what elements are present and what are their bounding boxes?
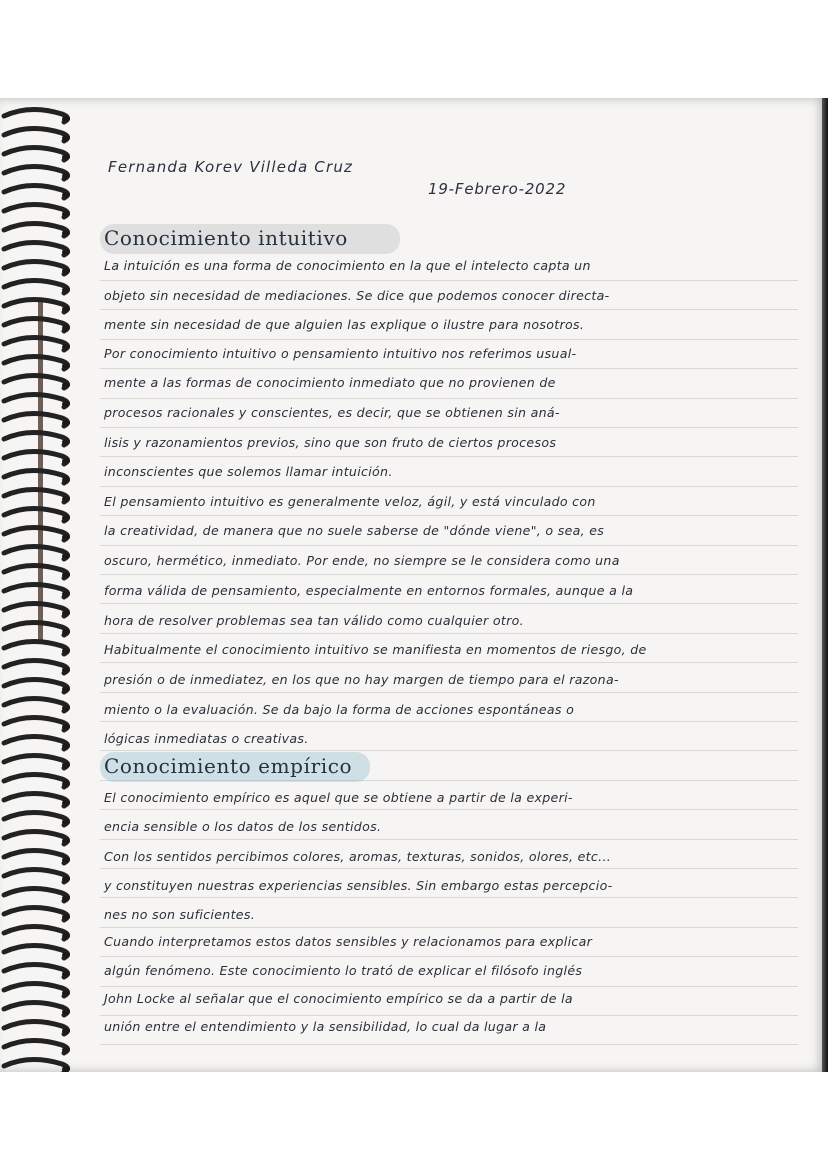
ruled-line [100,721,798,722]
spiral-ring [4,166,68,179]
punch-hole [62,572,70,578]
punch-hole [62,610,70,616]
ruled-line [100,545,798,546]
punch-hole [62,287,70,293]
punch-hole [62,629,70,635]
punch-hole [62,268,70,274]
punch-hole [62,306,70,312]
spiral-ring [4,489,68,502]
spiral-ring [4,698,68,711]
ruled-line [100,692,798,693]
spiral-ring [4,736,68,749]
spiral-ring [4,888,68,901]
text-line: la creatividad, de manera que no suele saberse de "dónde viene", o sea, es [104,523,605,538]
punch-hole [62,325,70,331]
ruled-line [100,927,798,928]
spiral-ring [4,641,68,654]
spiral-ring [4,128,68,141]
ruled-line [100,309,798,310]
spiral-ring [4,470,68,483]
punch-hole [62,154,70,160]
spiral-ring [4,983,68,996]
spiral-ring [4,622,68,635]
student-name: Fernanda Korev Villeda Cruz [108,158,354,176]
punch-hole [62,971,70,977]
punch-hole [62,705,70,711]
ruled-line [100,515,798,516]
ruled-line [100,1015,798,1016]
spiral-ring [4,508,68,521]
punch-hole [62,496,70,502]
ruled-line [100,280,798,281]
text-line: John Locke al señalar que el conocimiento empírico se da a partir de la [104,991,573,1006]
punch-hole [62,648,70,654]
ruled-line [100,750,798,751]
spiral-ring [4,318,68,331]
spiral-ring [4,926,68,939]
punch-hole [62,933,70,939]
punch-hole [62,857,70,863]
spiral-ring [4,717,68,730]
punch-hole [62,458,70,464]
punch-hole [62,173,70,179]
page-edge-shadow [822,98,828,1072]
ruled-line [100,633,798,634]
punch-hole [62,1009,70,1015]
text-line: hora de resolver problemas sea tan válido como cualquier otro. [104,613,524,628]
spiral-ring [4,261,68,274]
spiral-ring [4,679,68,692]
spiral-ring [4,223,68,236]
ruled-line [100,809,798,810]
text-line: encia sensible o los datos de los sentidos. [104,819,382,834]
punch-hole [62,192,70,198]
spiral-ring [4,603,68,616]
spiral-ring [4,185,68,198]
punch-hole [62,667,70,673]
spiral-ring [4,375,68,388]
punch-hole [62,1066,70,1072]
ruled-line [100,486,798,487]
punch-hole [62,477,70,483]
spiral-ring [4,812,68,825]
punch-hole [62,344,70,350]
text-line: algún fenómeno. Este conocimiento lo trató de explicar el filósofo inglés [104,963,583,978]
spiral-ring [4,584,68,597]
ruled-line [100,603,798,604]
text-line: oscuro, hermético, inmediato. Por ende, no siempre se le considera como una [104,553,620,568]
punch-hole [62,534,70,540]
text-line: objeto sin necesidad de mediaciones. Se dice que podemos conocer directa- [104,288,610,303]
spiral-ring [4,527,68,540]
ruled-line [100,986,798,987]
spiral-ring [4,432,68,445]
spiral-ring [4,793,68,806]
punch-hole [62,116,70,122]
text-line: inconscientes que solemos llamar intuición. [104,464,393,479]
spiral-ring [4,774,68,787]
text-line: presión o de inmediatez, en los que no hay margen de tiempo para el razona- [104,672,619,687]
spiral-ring [4,337,68,350]
ruled-line [100,897,798,898]
spiral-ring [4,1021,68,1034]
text-line: El conocimiento empírico es aquel que se obtiene a partir de la experi- [104,790,573,805]
text-line: miento o la evaluación. Se da bajo la forma de acciones espontáneas o [104,702,575,717]
punch-hole [62,876,70,882]
text-line: nes no son suficientes. [104,907,256,922]
ruled-line [100,868,798,869]
spiral-ring [4,299,68,312]
text-line: forma válida de pensamiento, especialmente en entornos formales, aunque a la [104,583,634,598]
text-line: Cuando interpretamos estos datos sensibles y relacionamos para explicar [104,934,593,949]
spiral-ring [4,546,68,559]
punch-hole [62,819,70,825]
ruled-line [100,427,798,428]
ruled-line [100,368,798,369]
spiral-ring [4,869,68,882]
spiral-ring [4,1040,68,1053]
punch-hole [62,724,70,730]
spiral-ring [4,1059,68,1072]
punch-hole [62,743,70,749]
punch-hole [62,249,70,255]
spiral-ring [4,356,68,369]
text-line: unión entre el entendimiento y la sensibilidad, lo cual da lugar a la [104,1019,547,1034]
text-line: El pensamiento intuitivo es generalmente veloz, ágil, y está vinculado con [104,494,596,509]
punch-hole [62,230,70,236]
spiral-ring [4,1002,68,1015]
ruled-line [100,574,798,575]
text-line: mente sin necesidad de que alguien las explique o ilustre para nosotros. [104,317,585,332]
ruled-line [100,456,798,457]
spiral-ring [4,109,68,122]
punch-hole [62,135,70,141]
text-line: Por conocimiento intuitivo o pensamiento intuitivo nos referimos usual- [104,346,577,361]
ruled-line [100,1044,798,1045]
punch-hole [62,401,70,407]
punch-hole [62,363,70,369]
text-line: lisis y razonamientos previos, sino que son fruto de ciertos procesos [104,435,557,450]
spiral-ring [4,850,68,863]
punch-hole [62,553,70,559]
spiral-ring [4,242,68,255]
spiral-ring [4,451,68,464]
ruled-line [100,339,798,340]
punch-hole [62,762,70,768]
heading-conocimiento-intuitivo: Conocimiento intuitivo [104,226,348,250]
spiral-ring [4,907,68,920]
spiral-ring [4,204,68,217]
spiral-ring [4,565,68,578]
text-line: y constituyen nuestras experiencias sensibles. Sin embargo estas percepcio- [104,878,613,893]
punch-hole [62,895,70,901]
text-line: procesos racionales y conscientes, es decir, que se obtienen sin aná- [104,405,560,420]
spiral-binding [0,100,90,1072]
spiral-ring [4,280,68,293]
spiral-ring [4,413,68,426]
ruled-line [100,398,798,399]
punch-hole [62,838,70,844]
punch-hole [62,515,70,521]
punch-hole [62,952,70,958]
ruled-line [100,839,798,840]
punch-hole [62,382,70,388]
punch-hole [62,914,70,920]
ruled-line [100,956,798,957]
spiral-ring [4,945,68,958]
spiral-ring [4,964,68,977]
text-line: Habitualmente el conocimiento intuitivo se manifiesta en momentos de riesgo, de [104,642,647,657]
spiral-ring [4,831,68,844]
punch-hole [62,800,70,806]
punch-hole [62,1028,70,1034]
text-line: La intuición es una forma de conocimiento en la que el intelecto capta un [104,258,591,273]
spiral-ring [4,147,68,160]
punch-hole [62,990,70,996]
text-line: mente a las formas de conocimiento inmediato que no provienen de [104,375,556,390]
spiral-ring [4,660,68,673]
spiral-ring [4,755,68,768]
text-line: lógicas inmediatas o creativas. [104,731,309,746]
punch-hole [62,211,70,217]
punch-hole [62,591,70,597]
punch-hole [62,781,70,787]
ruled-line [100,662,798,663]
heading-conocimiento-empirico: Conocimiento empírico [104,754,353,778]
date: 19-Febrero-2022 [428,180,567,198]
punch-hole [62,686,70,692]
punch-hole [62,439,70,445]
punch-hole [62,420,70,426]
spiral-ring [4,394,68,407]
text-line: Con los sentidos percibimos colores, aromas, texturas, sonidos, olores, etc... [104,849,612,864]
punch-hole [62,1047,70,1053]
